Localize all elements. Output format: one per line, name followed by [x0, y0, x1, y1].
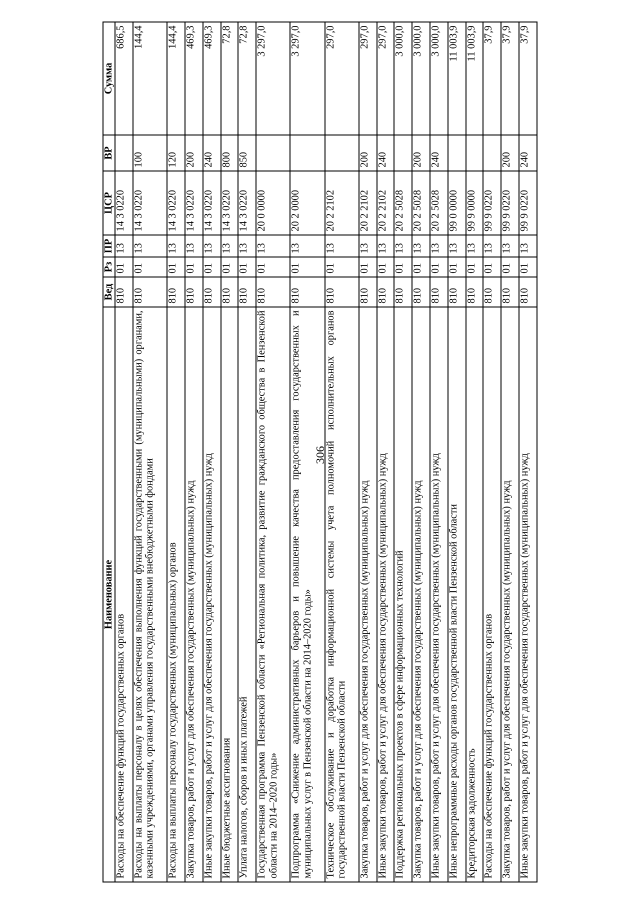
cell-csr: 14 3 0220	[203, 171, 221, 235]
table-row	[290, 22, 324, 882]
table-row	[483, 22, 501, 882]
cell-csr: 14 3 0220	[238, 171, 256, 235]
cell-vr: 240	[203, 135, 221, 171]
table-row	[466, 22, 484, 882]
cell-pr: 13	[325, 235, 359, 257]
cell-sum: 3 297,0	[256, 22, 290, 135]
cell-sum: 72,8	[238, 22, 256, 135]
cell-ved: 810	[377, 277, 395, 307]
cell-rz: 01	[221, 257, 239, 277]
cell-sum: 3 297,0	[290, 22, 324, 135]
cell-rz: 01	[501, 257, 519, 277]
cell-csr: 20 2 2102	[325, 171, 359, 235]
cell-csr: 14 3 0220	[185, 171, 203, 235]
cell-csr: 14 3 0220	[167, 171, 185, 235]
cell-csr: 14 3 0220	[221, 171, 239, 235]
cell-vr: 200	[185, 135, 203, 171]
cell-pr: 13	[412, 235, 430, 257]
cell-ved: 810	[501, 277, 519, 307]
column-header-name: Наименование	[103, 307, 115, 882]
cell-sum: 297,0	[325, 22, 359, 135]
cell-pr: 13	[359, 235, 377, 257]
budget-table	[103, 22, 538, 883]
cell-rz: 01	[377, 257, 395, 277]
cell-vr: 200	[412, 135, 430, 171]
cell-name: Иные закупки товаров, работ и услуг для обеспечения государственных (муниципальных) нужд	[203, 307, 221, 882]
cell-sum: 11 003,9	[466, 22, 484, 135]
cell-sum: 469,3	[203, 22, 221, 135]
cell-pr: 13	[519, 235, 537, 257]
cell-csr: 14 3 0220	[115, 171, 133, 235]
cell-rz: 01	[167, 257, 185, 277]
cell-ved: 810	[448, 277, 466, 307]
cell-rz: 01	[394, 257, 412, 277]
table-row	[359, 22, 377, 882]
cell-sum: 37,9	[483, 22, 501, 135]
column-header-vr: ВР	[103, 135, 115, 171]
cell-ved: 810	[133, 277, 167, 307]
cell-sum: 686,5	[115, 22, 133, 135]
cell-rz: 01	[519, 257, 537, 277]
cell-ved: 810	[394, 277, 412, 307]
cell-vr	[256, 135, 290, 171]
table-row	[448, 22, 466, 882]
cell-vr	[483, 135, 501, 171]
cell-csr: 99 9 0220	[501, 171, 519, 235]
cell-vr: 200	[501, 135, 519, 171]
cell-name: Расходы на обеспечение функций государственных органов	[115, 307, 133, 882]
cell-pr: 13	[203, 235, 221, 257]
cell-ved: 810	[412, 277, 430, 307]
cell-pr: 13	[238, 235, 256, 257]
table-row	[167, 22, 185, 882]
cell-rz: 01	[483, 257, 501, 277]
table-row	[133, 22, 167, 882]
cell-csr: 99 9 0220	[483, 171, 501, 235]
cell-rz: 01	[185, 257, 203, 277]
rotated-table-container	[103, 23, 538, 883]
cell-sum: 297,0	[359, 22, 377, 135]
cell-pr: 13	[133, 235, 167, 257]
cell-csr: 99 9 0000	[466, 171, 484, 235]
table-row	[221, 22, 239, 882]
cell-vr	[325, 135, 359, 171]
cell-ved: 810	[256, 277, 290, 307]
table-row	[325, 22, 359, 882]
cell-name: Закупка товаров, работ и услуг для обеспечения государственных (муниципальных) нужд	[412, 307, 430, 882]
cell-sum: 37,9	[501, 22, 519, 135]
cell-ved: 810	[430, 277, 448, 307]
cell-name: Расходы на обеспечение функций государственных органов	[483, 307, 501, 882]
cell-vr: 240	[519, 135, 537, 171]
cell-name: Иные закупки товаров, работ и услуг для обеспечения государственных (муниципальных) нужд	[519, 307, 537, 882]
cell-name: Иные непрограммные расходы органов государственной власти Пензенской области	[448, 307, 466, 882]
cell-sum: 37,9	[519, 22, 537, 135]
column-header-csr: ЦСР	[103, 171, 115, 235]
cell-sum: 11 003,9	[448, 22, 466, 135]
cell-name: Государственная программа Пензенской области «Региональная политика, развитие гражданского общества в Пензенской области на 2014–2020 годы»	[256, 307, 290, 882]
cell-name: Иные бюджетные ассигнования	[221, 307, 239, 882]
cell-sum: 144,4	[167, 22, 185, 135]
table-row	[203, 22, 221, 882]
cell-pr: 13	[115, 235, 133, 257]
cell-sum: 144,4	[133, 22, 167, 135]
table-row	[519, 22, 537, 882]
cell-vr: 240	[377, 135, 395, 171]
cell-name: Иные закупки товаров, работ и услуг для обеспечения государственных (муниципальных) нужд	[377, 307, 395, 882]
column-header-rz: Рз	[103, 257, 115, 277]
cell-vr: 200	[359, 135, 377, 171]
cell-rz: 01	[133, 257, 167, 277]
cell-ved: 810	[115, 277, 133, 307]
cell-csr: 20 2 2102	[359, 171, 377, 235]
cell-rz: 01	[466, 257, 484, 277]
cell-rz: 01	[412, 257, 430, 277]
cell-csr: 20 2 5028	[430, 171, 448, 235]
page-number: 306	[313, 446, 327, 464]
cell-ved: 810	[325, 277, 359, 307]
table-row	[115, 22, 133, 882]
cell-pr: 13	[167, 235, 185, 257]
table-row	[185, 22, 203, 882]
table-header-row	[103, 22, 115, 882]
cell-csr: 20 2 2102	[377, 171, 395, 235]
cell-pr: 13	[221, 235, 239, 257]
cell-pr: 13	[377, 235, 395, 257]
cell-ved: 810	[519, 277, 537, 307]
cell-rz: 01	[359, 257, 377, 277]
cell-ved: 810	[221, 277, 239, 307]
cell-sum: 297,0	[377, 22, 395, 135]
cell-name: Иные закупки товаров, работ и услуг для обеспечения государственных (муниципальных) нужд	[430, 307, 448, 882]
cell-name: Расходы на выплаты персоналу государственных (муниципальных) органов	[167, 307, 185, 882]
table-row	[412, 22, 430, 882]
cell-vr: 800	[221, 135, 239, 171]
cell-csr: 99 0 0000	[448, 171, 466, 235]
table-row	[501, 22, 519, 882]
cell-ved: 810	[185, 277, 203, 307]
cell-csr: 20 2 5028	[412, 171, 430, 235]
column-header-sum: Сумма	[103, 22, 115, 135]
column-header-ved: Вед	[103, 277, 115, 307]
column-header-pr: ПР	[103, 235, 115, 257]
cell-rz: 01	[448, 257, 466, 277]
cell-rz: 01	[115, 257, 133, 277]
cell-pr: 13	[290, 235, 324, 257]
cell-name: Закупка товаров, работ и услуг для обеспечения государственных (муниципальных) нужд	[359, 307, 377, 882]
cell-vr	[466, 135, 484, 171]
cell-csr: 20 0 0000	[256, 171, 290, 235]
cell-rz: 01	[203, 257, 221, 277]
cell-vr	[448, 135, 466, 171]
cell-name: Техническое обслуживание и доработка информационной системы учета полномочий исполнительных органов государственной власти Пензенской области	[325, 307, 359, 882]
cell-vr	[290, 135, 324, 171]
cell-rz: 01	[325, 257, 359, 277]
table-row	[377, 22, 395, 882]
cell-name: Уплата налогов, сборов и иных платежей	[238, 307, 256, 882]
cell-vr	[394, 135, 412, 171]
cell-ved: 810	[483, 277, 501, 307]
cell-ved: 810	[203, 277, 221, 307]
cell-ved: 810	[290, 277, 324, 307]
cell-sum: 72,8	[221, 22, 239, 135]
cell-pr: 13	[185, 235, 203, 257]
cell-csr: 20 2 0000	[290, 171, 324, 235]
cell-rz: 01	[290, 257, 324, 277]
table-row	[238, 22, 256, 882]
cell-name: Расходы на выплаты персоналу в целях обеспечения выполнения функций государственными (муниципальными) органами, казенными учреждениями, органами управления государственными внебюджетными фондами	[133, 307, 167, 882]
cell-pr: 13	[394, 235, 412, 257]
cell-ved: 810	[466, 277, 484, 307]
cell-pr: 13	[430, 235, 448, 257]
cell-csr: 20 2 5028	[394, 171, 412, 235]
cell-name: Кредиторская задолженность	[466, 307, 484, 882]
table-row	[256, 22, 290, 882]
cell-name: Закупка товаров, работ и услуг для обеспечения государственных (муниципальных) нужд	[501, 307, 519, 882]
table-row	[394, 22, 412, 882]
cell-vr: 240	[430, 135, 448, 171]
cell-rz: 01	[430, 257, 448, 277]
cell-pr: 13	[501, 235, 519, 257]
cell-pr: 13	[483, 235, 501, 257]
cell-vr: 120	[167, 135, 185, 171]
table-row	[430, 22, 448, 882]
cell-name: Подпрограмма «Снижение административных барьеров и повышение качества предоставления государственных и муниципальных услуг в Пензенской области на 2014–2020 годы»	[290, 307, 324, 882]
cell-pr: 13	[256, 235, 290, 257]
cell-name: Поддержка региональных проектов в сфере информационных технологий	[394, 307, 412, 882]
cell-vr: 100	[133, 135, 167, 171]
cell-name: Закупка товаров, работ и услуг для обеспечения государственных (муниципальных) нужд	[185, 307, 203, 882]
cell-pr: 13	[448, 235, 466, 257]
cell-ved: 810	[238, 277, 256, 307]
cell-ved: 810	[359, 277, 377, 307]
cell-csr: 99 9 0220	[519, 171, 537, 235]
cell-ved: 810	[167, 277, 185, 307]
cell-pr: 13	[466, 235, 484, 257]
cell-sum: 3 000,0	[412, 22, 430, 135]
cell-rz: 01	[256, 257, 290, 277]
cell-sum: 3 000,0	[394, 22, 412, 135]
cell-sum: 469,3	[185, 22, 203, 135]
cell-sum: 3 000,0	[430, 22, 448, 135]
cell-rz: 01	[238, 257, 256, 277]
table-body	[115, 22, 537, 882]
cell-vr	[115, 135, 133, 171]
cell-vr: 850	[238, 135, 256, 171]
cell-csr: 14 3 0220	[133, 171, 167, 235]
